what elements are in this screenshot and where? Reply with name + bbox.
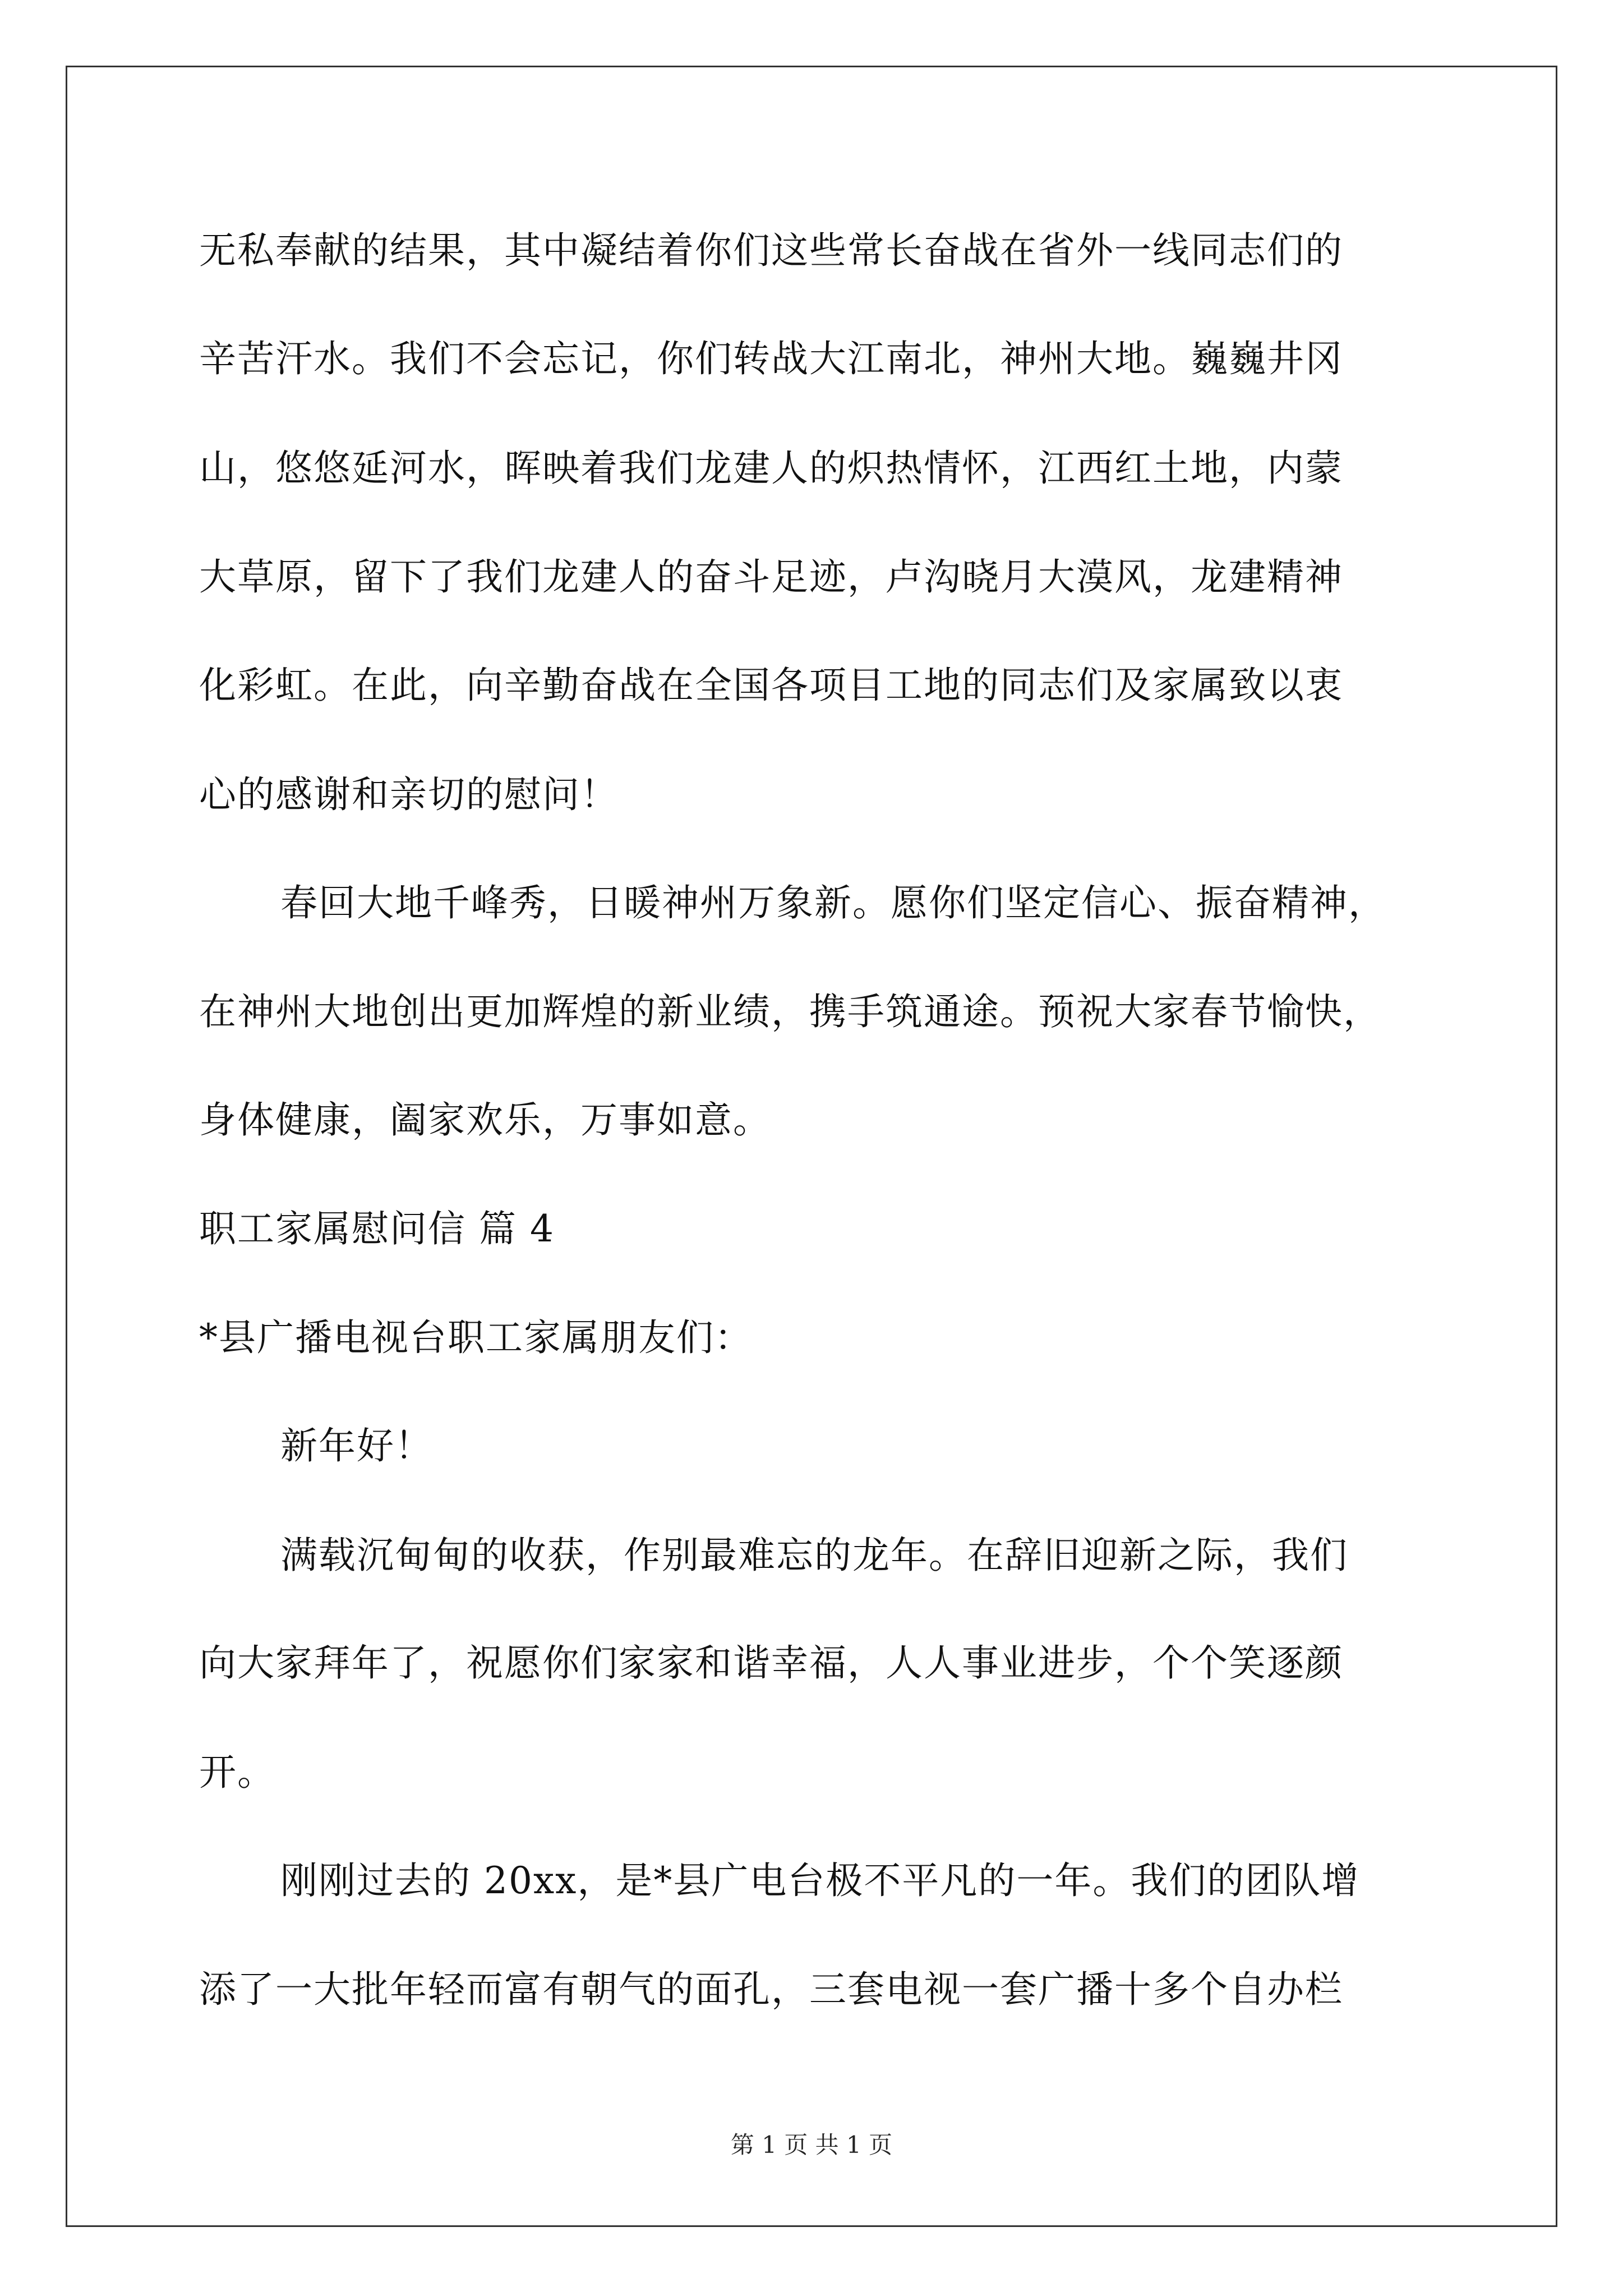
body-text-line: 满载沉甸甸的收获，作别最难忘的龙年。在辞旧迎新之际，我们 bbox=[280, 1534, 1348, 1577]
body-text-line: 在神州大地创出更加辉煌的新业绩，携手筑通途。预祝大家春节愉快， bbox=[199, 990, 1381, 1033]
page-border bbox=[66, 66, 1557, 2227]
greeting: 新年好！ bbox=[280, 1424, 433, 1467]
body-text-line: 添了一大批年轻而富有朝气的面孔，三套电视一套广播十多个自办栏 bbox=[199, 1968, 1343, 2011]
body-text-line: 向大家拜年了，祝愿你们家家和谐幸福，人人事业进步，个个笑逐颜 bbox=[199, 1641, 1343, 1685]
body-text-line: 辛苦汗水。我们不会忘记，你们转战大江南北，神州大地。巍巍井冈 bbox=[199, 337, 1343, 380]
body-text-line: 开。 bbox=[199, 1751, 275, 1794]
page-footer: 第 1 页 共 1 页 bbox=[730, 2131, 893, 2159]
body-text-line: 身体健康，阖家欢乐，万事如意。 bbox=[199, 1098, 771, 1142]
section-heading: 职工家属慰问信 篇 4 bbox=[199, 1207, 555, 1250]
salutation: *县广播电视台职工家属朋友们： bbox=[199, 1316, 753, 1359]
body-text-line: 山，悠悠延河水，晖映着我们龙建人的炽热情怀，江西红土地，内蒙 bbox=[199, 447, 1343, 490]
body-text-line: 春回大地千峰秀，日暖神州万象新。愿你们坚定信心、振奋精神， bbox=[280, 881, 1386, 924]
body-text-line: 大草原，留下了我们龙建人的奋斗足迹，卢沟晓月大漠风，龙建精神 bbox=[199, 555, 1343, 599]
body-text-line: 心的感谢和亲切的慰问！ bbox=[199, 773, 619, 816]
body-text-line: 无私奉献的结果，其中凝结着你们这些常长奋战在省外一线同志们的 bbox=[199, 229, 1343, 272]
body-text-line: 刚刚过去的 20xx，是*县广电台极不平凡的一年。我们的团队增 bbox=[280, 1859, 1360, 1902]
body-text-line: 化彩虹。在此，向辛勤奋战在全国各项目工地的同志们及家属致以衷 bbox=[199, 664, 1343, 707]
